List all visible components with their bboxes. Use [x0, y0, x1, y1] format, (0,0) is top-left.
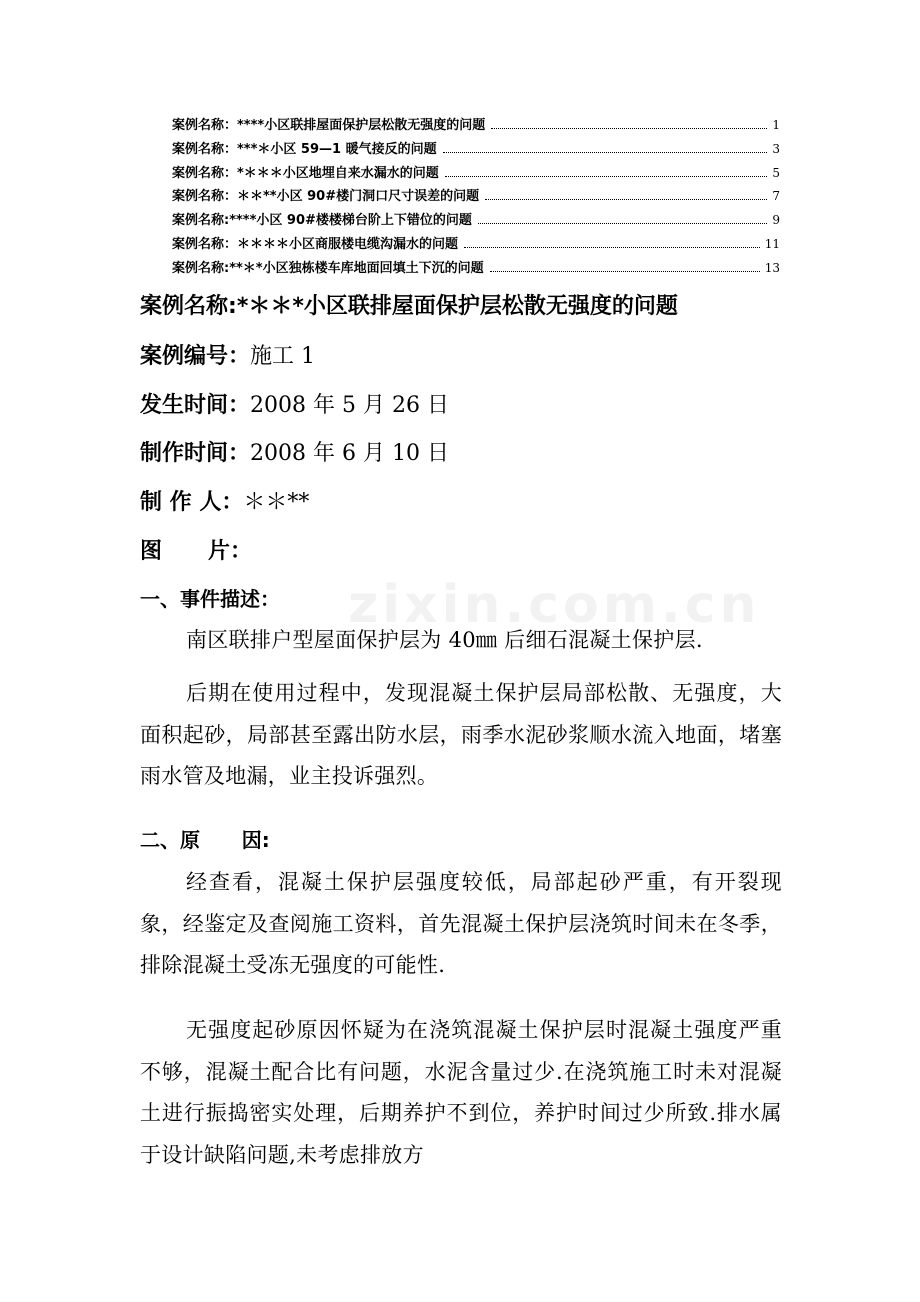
toc-leader-dots — [490, 271, 760, 272]
toc-entry[interactable] — [172, 185, 780, 209]
toc-entry-title: 案例名称：***＊小区 59—1 暖气接反的问题 — [172, 141, 437, 157]
toc-leader-dots — [443, 152, 768, 153]
toc-entry-title: 案例名称：＊＊**小区 90#楼门洞口尺寸误差的问题 — [172, 189, 480, 205]
toc-entry-page: 13 — [764, 260, 780, 275]
toc-entry-title: 案例名称：＊＊＊＊小区商服楼电缆沟漏水的问题 — [172, 236, 459, 252]
toc-entry-title: 案例名称:**＊*小区独栋楼车库地面回填土下沉的问题 — [172, 260, 484, 276]
table-of-contents — [172, 114, 780, 281]
cause-paragraph-2: 无强度起砂原因怀疑为在浇筑混凝土保护层时混凝土强度严重不够，混凝土配合比有问题，水泥含量过少.在浇筑施工时未对混凝土进行振捣密实处理，后期养护不到位，养护时间过少所致.排水属于设计缺陷问题,未考虑排放方 — [140, 1018, 782, 1167]
occur-time-value: 2008 年 5 月 26 日 — [250, 393, 449, 418]
toc-leader-dots — [491, 128, 767, 129]
toc-leader-dots — [485, 199, 767, 200]
toc-entry-title: 案例名称：*＊＊＊小区地埋自来水漏水的问题 — [172, 165, 439, 181]
picture-label-text: 图 片： — [140, 539, 252, 564]
case-name — [140, 289, 800, 320]
made-time-value: 2008 年 6 月 10 日 — [250, 441, 449, 466]
case-number-value: 施工 1 — [250, 344, 316, 369]
toc-entry-page: 5 — [772, 165, 780, 180]
picture-label — [140, 534, 800, 565]
watermark: zixin.com.cn — [348, 575, 761, 635]
made-time — [140, 436, 800, 467]
author — [140, 485, 800, 516]
toc-entry-page: 1 — [772, 118, 780, 132]
toc-entry-title: 案例名称:****小区 90#楼楼梯台阶上下错位的问题 — [172, 213, 472, 229]
event-heading: 一、事件描述： — [140, 587, 280, 611]
toc-entry-page: 7 — [772, 189, 780, 204]
cause-paragraph-1: 经查看，混凝土保护层强度较低，局部起砂严重，有开裂现象，经鉴定及查阅施工资料，首先混凝土保护层浇筑时间未在冬季，排除混凝土受冻无强度的可能性. — [140, 870, 782, 977]
made-time-label: 制作时间： — [140, 441, 251, 466]
case-number — [140, 339, 800, 370]
case-name-value: *＊＊*小区联排屋面保护层松散无强度的问题 — [236, 294, 678, 319]
toc-entry[interactable] — [172, 138, 780, 162]
toc-entry-page: 11 — [764, 236, 780, 251]
cause-heading: 二、原 因: — [140, 828, 270, 852]
toc-entry[interactable] — [172, 209, 780, 233]
author-label: 制 作 人： — [140, 490, 244, 515]
toc-entry[interactable] — [172, 257, 780, 281]
event-paragraph-2: 后期在使用过程中，发现混凝土保护层局部松散、无强度，大面积起砂，局部甚至露出防水层，雨季水泥砂浆顺水流入地面，堵塞雨水管及地漏，业主投诉强烈。 — [140, 681, 782, 788]
toc-leader-dots — [464, 247, 760, 248]
toc-entry[interactable] — [172, 233, 780, 257]
toc-leader-dots — [478, 223, 767, 224]
toc-entry-title: 案例名称：****小区联排屋面保护层松散无强度的问题 — [172, 118, 486, 133]
occur-time — [140, 388, 800, 419]
toc-entry[interactable] — [172, 114, 780, 138]
case-name-label: 案例名称: — [140, 294, 237, 319]
event-paragraph-1: 南区联排户型屋面保护层为 40㎜ 后细石混凝土保护层. — [186, 628, 703, 652]
toc-leader-dots — [445, 176, 768, 177]
toc-entry-page: 9 — [772, 213, 780, 228]
toc-entry-page: 3 — [772, 141, 780, 156]
case-number-label: 案例编号： — [140, 344, 251, 369]
author-value: ＊＊** — [243, 490, 310, 515]
occur-time-label: 发生时间： — [140, 393, 251, 418]
toc-entry[interactable] — [172, 162, 780, 186]
